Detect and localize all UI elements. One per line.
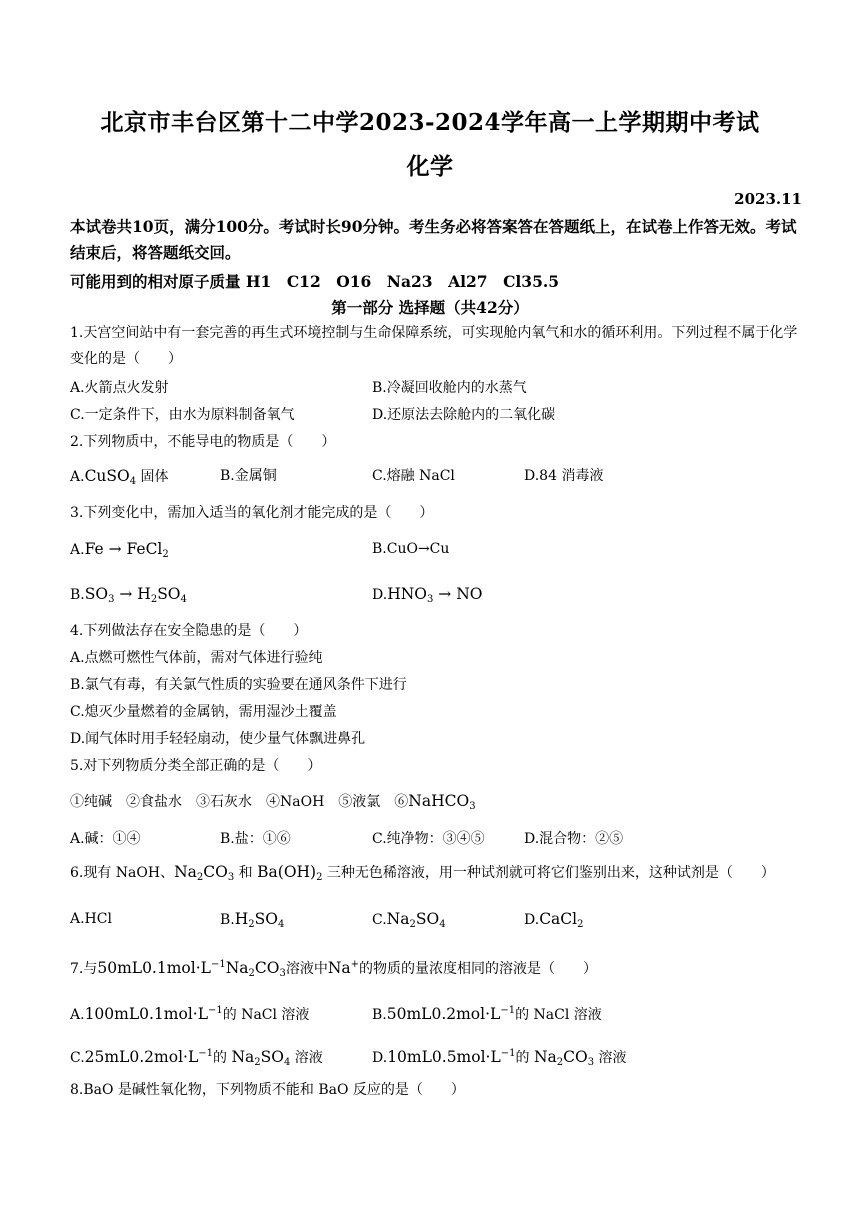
q1-option-c: C.一定条件下，由水为原料制备氧气 (70, 407, 295, 423)
q1-option-d: D.还原法去除舱内的二氧化碳 (372, 407, 556, 423)
question-1-stem: 1.天宫空间站中有一套完善的再生式环境控制与生命保障系统，可实现舱内氧气和水的循环利用。下列过程不属于化学变化的是（ ） (70, 325, 798, 367)
q5-option-b: B.盐：①⑥ (220, 831, 291, 847)
question-5-stem: 5.对下列物质分类全部正确的是（ ） (70, 758, 322, 774)
q4-option-d: D.闻气体时用手轻轻扇动，使少量气体飘进鼻孔 (70, 731, 366, 747)
q5-option-d: D.混合物：②⑤ (524, 831, 624, 847)
q6-option-a: A.HCl (70, 911, 112, 927)
subject-title: 化学 (406, 153, 454, 180)
question-7-stem: 7.与$50mL0.1mol\cdot L^{-1}Na_2CO_3$溶液中Na+的物质的量浓度相同的溶液是（ ） (70, 959, 598, 979)
q7-option-a: $A.100mL0.1mol\cdot L^{-1}$的 NaCl 溶液 (70, 1005, 310, 1023)
exam-instructions: 本试卷共10页，满分100分。考试时长90分钟。考生务必将答案答在答题纸上，在试卷上作答无效。考试结束后，将答题纸交回。 (70, 217, 797, 262)
q7-option-c: $C.25mL0.2mol\cdot L^{-1}$的 $Na_2SO_4$ 溶液 (70, 1048, 323, 1068)
q5-items: ①纯碱 ②食盐水 ③石灰水 ④NaOH ⑤液氯 ⑥NaHCO$_3$ (70, 792, 476, 812)
exam-date: 2023.11 (734, 190, 802, 208)
question-4-stem: 4.下列做法存在安全隐患的是（ ） (70, 623, 308, 639)
exam-title: 北京市丰台区第十二中学2023-2024学年高一上学期期中考试 (100, 109, 760, 136)
q3-option-a: A.Fe → FeCl$_2$ (70, 540, 169, 560)
q6-option-c: $C.Na_2SO_4$ (372, 910, 446, 930)
question-6-stem: 6.现有 NaOH、$Na_2CO_3$ 和 $Ba(OH)_2$ 三种无色稀溶液，用一种试剂就可将它们鉴别出来，这种试剂是（ ） (70, 863, 775, 883)
q7-option-d: $D.10mL0.5mol\cdot L^{-1}$的 $Na_2CO_3$ 溶液 (372, 1048, 627, 1068)
q3-option-d: $D.HNO_3$ → NO (372, 585, 483, 605)
question-3-stem: 3.下列变化中，需加入适当的氧化剂才能完成的是（ ） (70, 505, 434, 521)
question-2-stem: 2.下列物质中，不能导电的物质是（ ） (70, 434, 336, 450)
q2-option-b: B.金属铜 (220, 468, 277, 484)
q3-option-b: B.CuO→Cu (372, 541, 450, 557)
q6-option-b: $B.H_2SO_4$ (220, 910, 285, 930)
q7-option-b: $B.50mL0.2mol\cdot L^{-1}$的 NaCl 溶液 (372, 1005, 602, 1023)
q2-option-a: A.CuSO$_4$ 固体 (70, 467, 169, 487)
section-title: 第一部分 选择题（共42分） (331, 298, 529, 317)
atomic-masses: 可能用到的相对原子质量 H1 C12 O16 Na23 Al27 Cl35.5 (70, 272, 560, 291)
q1-option-a: A.火箭点火发射 (70, 380, 169, 396)
q6-option-d: D.CaCl$_2$ (524, 910, 584, 930)
q4-option-a: A.点燃可燃性气体前，需对气体进行验纯 (70, 650, 323, 666)
q3-option-c: $B.SO_3 \to H_2SO_4$ (70, 585, 187, 605)
q5-option-a: A.碱：①④ (70, 831, 141, 847)
question-8-stem: 8.BaO 是碱性氧化物，下列物质不能和 BaO 反应的是（ ） (70, 1082, 465, 1098)
q2-option-c: C.熔融 NaCl (372, 468, 455, 484)
q1-option-b: B.冷凝回收舱内的水蒸气 (372, 380, 527, 396)
q2-option-d: D.84 消毒液 (524, 468, 604, 484)
q4-option-c: C.熄灭少量燃着的金属钠，需用湿沙土覆盖 (70, 704, 337, 720)
q5-option-c: C.纯净物：③④⑤ (372, 831, 485, 847)
q4-option-b: B.氯气有毒，有关氯气性质的实验要在通风条件下进行 (70, 677, 407, 693)
